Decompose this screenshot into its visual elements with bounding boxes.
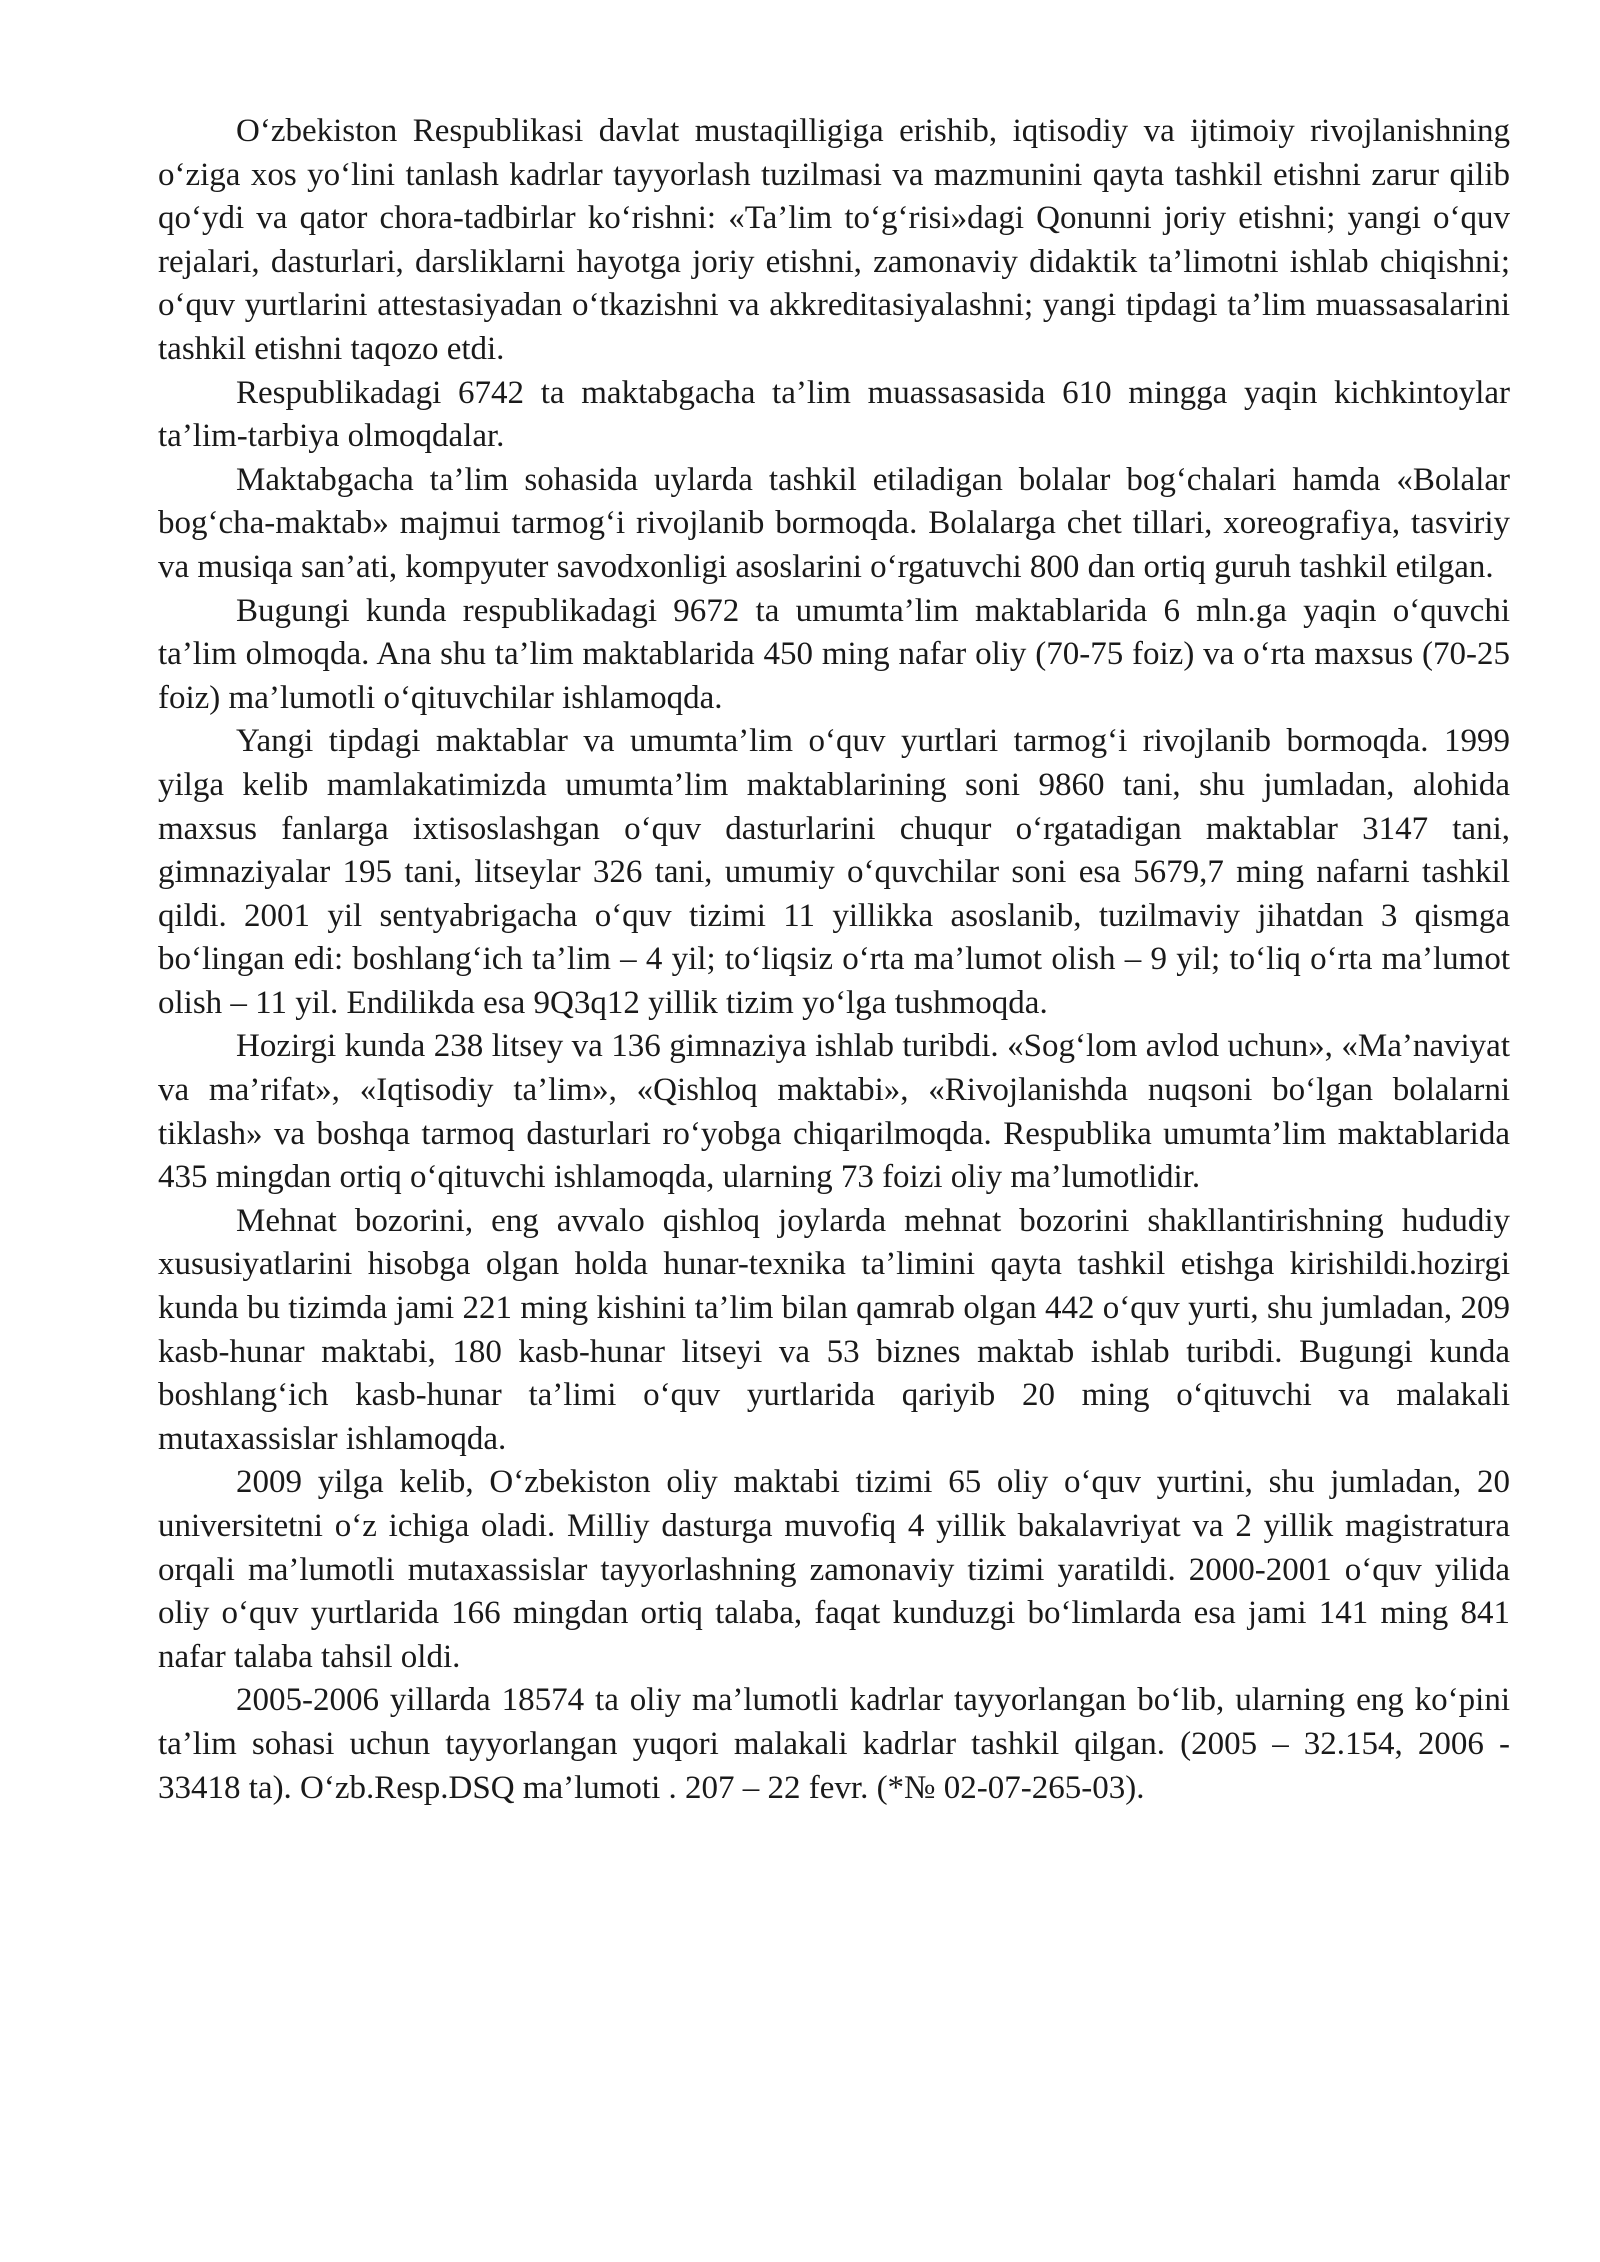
paragraph-new-school-types: Yangi tipdagi maktablar va umumta’lim o‘quv yurtlari tarmog‘i rivojlanib bormoqda. 1999 yilga kelib mamlakatimizda umumta’lim maktablarining soni 9860 tani, shu jumladan, alohida maxsus fanlarga ixtisoslashgan o‘quv dasturlarini chuqur o‘rgatadigan maktablar 3147 tani, gimnaziyalar 195 tani, litseylar 326 tani, umumiy o‘quvchilar soni esa 5679,7 ming nafarni tashkil qildi. 2001 yil sentyabrigacha o‘quv tizimi 11 yillikka asoslanib, tuzilmaviy jihatdan 3 qismga bo‘lingan edi: boshlang‘ich ta’lim – 4 yil; to‘liqsiz o‘rta ma’lumot olish – 9 yil; to‘liq o‘rta ma’lumot olish – 11 yil. Endilikda esa 9Q3q12 yillik tizim yo‘lga tushmoqda. <box>158 723 1510 1021</box>
paragraph-lyceums-gymnasiums: Hozirgi kunda 238 litsey va 136 gimnaziya ishlab turibdi. «Sog‘lom avlod uchun», «Ma’naviyat va ma’rifat», «Iqtisodiy ta’lim», «Qishloq maktabi», «Rivojlanishda nuqsoni bo‘lgan bolalarni tiklash» va boshqa tarmoq dasturlari ro‘yobga chiqarilmoqda. Respublika umumta’lim maktablarida 435 mingdan ortiq o‘qituvchi ishlamoqda, ularning 73 foizi oliy ma’lumotlidir. <box>158 1028 1510 1196</box>
paragraph-preschool-programs: Maktabgacha ta’lim sohasida uylarda tashkil etiladigan bolalar bog‘chalari hamda «Bolalar bog‘cha-maktab» majmui tarmog‘i rivojlanib bormoqda. Bolalarga chet tillari, xoreografiya, tasviriy va musiqa san’ati, kompyuter savodxonligi asoslarini o‘rgatuvchi 800 dan ortiq guruh tashkil etilgan. <box>158 461 1510 585</box>
paragraph-preschool-institutions: Respublikadagi 6742 ta maktabgacha ta’lim muassasasida 610 mingga yaqin kichkintoylar ta’lim-tarbiya olmoqdalar. <box>158 374 1510 455</box>
paragraph-independence-reforms: O‘zbekiston Respublikasi davlat mustaqilligiga erishib, iqtisodiy va ijtimoiy rivojlanishning o‘ziga xos yo‘lini tanlash kadrlar tayyorlash tuzilmasi va mazmunini qayta tashkil etishni zarur qilib qo‘ydi va qator chora-tadbirlar ko‘rishni: «Ta’lim to‘g‘risi»dagi Qonunni joriy etishni; yangi o‘quv rejalari, dasturlari, darsliklarni hayotga joriy etishni, zamonaviy didaktik ta’limotni ishlab chiqishni; o‘quv yurtlarini attestasiyadan o‘tkazishni va akkreditasiyalashni; yangi tipdagi ta’lim muassasalarini tashkil etishni taqozo etdi. <box>158 113 1510 367</box>
paragraph-vocational-education: Mehnat bozorini, eng avvalo qishloq joylarda mehnat bozorini shakllantirishning hududiy xususiyatlarini hisobga olgan holda hunar-texnika ta’limini qayta tashkil etishga kirishildi.hozirgi kunda bu tizimda jami 221 ming kishini ta’lim bilan qamrab olgan 442 o‘quv yurti, shu jumladan, 209 kasb-hunar maktabi, 180 kasb-hunar litseyi va 53 biznes maktab ishlab turibdi. Bugungi kunda boshlang‘ich kasb-hunar ta’limi o‘quv yurtlarida qariyib 20 ming o‘qituvchi va malakali mutaxassislar ishlamoqda. <box>158 1202 1510 1457</box>
paragraph-higher-education: 2009 yilga kelib, O‘zbekiston oliy maktabi tizimi 65 oliy o‘quv yurtini, shu jumladan, 20 universitetni o‘z ichiga oladi. Milliy dasturga muvofiq 4 yillik bakalavriyat va 2 yillik magistratura orqali ma’lumotli mutaxassislar tayyorlashning zamonaviy tizimi yaratildi. 2000-2001 o‘quv yilida oliy o‘quv yurtlarida 166 mingdan ortiq talaba, faqat kunduzgi bo‘limlarda esa jami 141 ming 841 nafar talaba tahsil oldi. <box>158 1464 1510 1675</box>
paragraph-general-schools: Bugungi kunda respublikadagi 9672 ta umumta’lim maktablarida 6 mln.ga yaqin o‘quvchi ta’lim olmoqda. Ana shu ta’lim maktablarida 450 ming nafar oliy (70-75 foiz) va o‘rta maxsus (70-25 foiz) ma’lumotli o‘qituvchilar ishlamoqda. <box>158 592 1510 716</box>
paragraph-graduates-statistics: 2005-2006 yillarda 18574 ta oliy ma’lumotli kadrlar tayyorlangan bo‘lib, ularning eng ko‘pini ta’lim sohasi uchun tayyorlangan yuqori malakali kadrlar tashkil qilgan. (2005 – 32.154, 2006 - 33418 ta). O‘zb.Resp.DSQ ma’lumoti . 207 – 22 fevr. (*№ 02-07-265-03). <box>158 1682 1510 1806</box>
document-page <box>158 110 1510 1810</box>
